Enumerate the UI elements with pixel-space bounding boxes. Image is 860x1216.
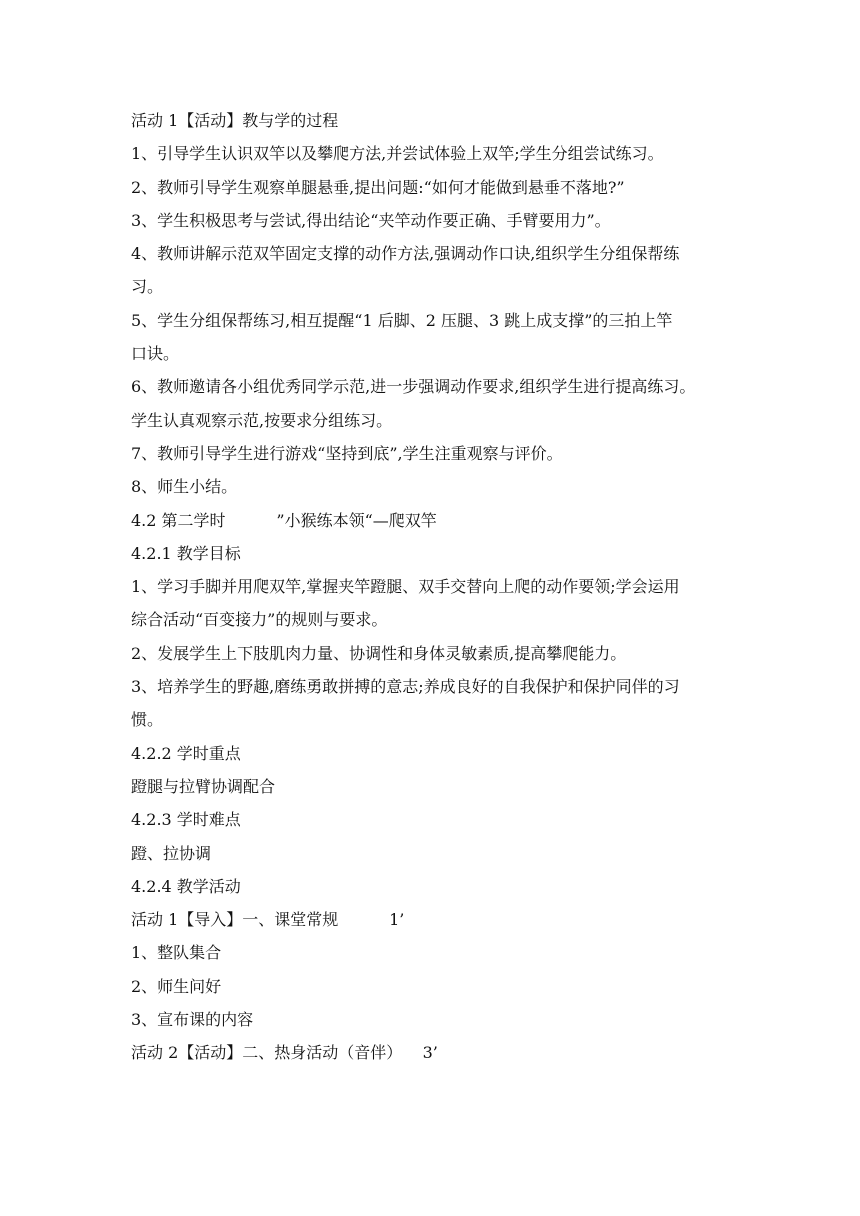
- paragraph-line: 2、师生问好: [131, 976, 222, 996]
- paragraph-line: 蹬腿与拉臂协调配合: [131, 776, 276, 796]
- paragraph-line: 习。: [131, 277, 164, 297]
- paragraph-line: 口诀。: [131, 344, 180, 364]
- paragraph-line: 8、师生小结。: [131, 477, 238, 497]
- paragraph-line: 1、整队集合: [131, 943, 222, 963]
- paragraph-line: 惯。: [131, 710, 164, 730]
- paragraph-line: 7、教师引导学生进行游戏“坚持到底”,学生注重观察与评价。: [131, 443, 563, 463]
- section-heading: 4.2 第二学时 ”小猴练本领“—爬双竿: [131, 510, 437, 530]
- paragraph-line: 3、学生积极思考与尝试,得出结论“夹竿动作要正确、手臂要用力”。: [131, 210, 611, 230]
- activity-heading: 活动 1【导入】一、课堂常规 1’: [131, 910, 405, 930]
- paragraph-line: 3、培养学生的野趣,磨练勇敢拼搏的意志;养成良好的自我保护和保护同伴的习: [131, 677, 680, 697]
- paragraph-line: 2、教师引导学生观察单腿悬垂,提出问题:“如何才能做到悬垂不落地?”: [131, 177, 625, 197]
- subsection-heading: 4.2.3 学时难点: [131, 810, 241, 830]
- paragraph-line: 2、发展学生上下肢肌肉力量、协调性和身体灵敏素质,提高攀爬能力。: [131, 643, 627, 663]
- subsection-heading: 4.2.1 教学目标: [131, 543, 241, 563]
- document-body: [131, 104, 733, 1070]
- paragraph-line: 4、教师讲解示范双竿固定支撑的动作方法,强调动作口诀,组织学生分组保帮练: [131, 244, 680, 264]
- paragraph-line: 1、引导学生认识双竿以及攀爬方法,并尝试体验上双竿;学生分组尝试练习。: [131, 144, 664, 164]
- activity-heading: 活动 2【活动】二、热身活动（音伴） 3’: [131, 1043, 438, 1063]
- paragraph-line: 3、宣布课的内容: [131, 1010, 254, 1030]
- paragraph-line: 蹬、拉协调: [131, 843, 212, 863]
- subsection-heading: 4.2.2 学时重点: [131, 743, 241, 763]
- subsection-heading: 4.2.4 教学活动: [131, 876, 241, 896]
- paragraph-line: 综合活动“百变接力”的规则与要求。: [131, 610, 388, 630]
- paragraph-line: 学生认真观察示范,按要求分组练习。: [131, 410, 393, 430]
- paragraph-line: 6、教师邀请各小组优秀同学示范,进一步强调动作要求,组织学生进行提高练习。: [131, 377, 696, 397]
- paragraph-line: 1、学习手脚并用爬双竿,掌握夹竿蹬腿、双手交替向上爬的动作要领;学会运用: [131, 577, 680, 597]
- paragraph-line: 5、学生分组保帮练习,相互提醒“1 后脚、2 压腿、3 跳上成支撑”的三拍上竿: [131, 310, 673, 330]
- activity-heading: 活动 1【活动】教与学的过程: [131, 111, 339, 130]
